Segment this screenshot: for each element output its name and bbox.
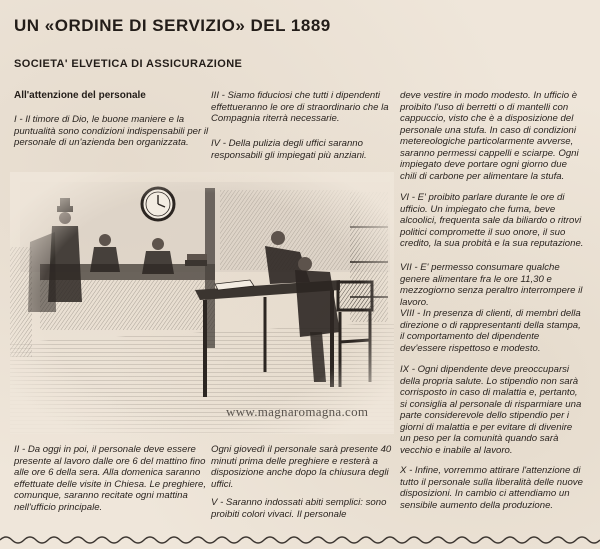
rule-paragraph: VIII - In presenza di clienti, di membri della direzione o di rappresentanti della stampa, il comportamento del dipendente dev'essere rispettoso e modesto.: [400, 308, 581, 354]
office-engraving-illustration: [10, 172, 394, 434]
rule-paragraph: III - Siamo fiduciosi che tutti i dipendenti effettueranno le ore di straordinario che la Compagnia riterrà necessarie.: [211, 90, 389, 124]
rule-paragraph: X - Infine, vorremmo attirare l'attenzione di tutto il personale sulla liberalità delle nuove disposizioni. In cambio ci attendiamo un sensibile aumento della produzione.: [400, 465, 583, 511]
rule-paragraph: I - Il timore di Dio, le buone maniere e la puntualità sono condizioni indispensabili per il personale di un'azienda ben organizzata.: [14, 114, 209, 148]
rule-paragraph: II - Da oggi in poi, il personale deve essere presente al lavoro dalle ore 6 del mattino fino alle ore 6 della sera. Alla domenica saranno effettuate delle visite in Chiesa. Le preghiere, comunque, saranno recitate ogni mattina nell'ufficio principale.: [14, 444, 206, 513]
watermark-text: www.magnaromagna.com: [226, 404, 369, 419]
rule-paragraph: Ogni giovedì il personale sarà presente 40 minuti prima delle preghiere e resterà a disposizione anche dopo la chiusura degli uffici.: [211, 444, 392, 490]
rule-paragraph: IV - Della pulizia degli uffici saranno responsabili gli impiegati più anziani.: [211, 138, 367, 161]
article-title: UN «ORDINE DI SERVIZIO» DEL 1889: [14, 16, 331, 35]
rule-paragraph: VI - E' proibito parlare durante le ore di ufficio. Un impiegato che fuma, beve alcoolici, frequenta sale da biliardo o ritrovi politici compromette il suo onore, il suo credito, la sua probità e la sua reputazione.: [400, 192, 584, 249]
rule-paragraph: V - Saranno indossati abiti semplici: sono proibiti colori vivaci. Il personale: [211, 497, 387, 520]
rule-paragraph: deve vestire in modo modesto. In ufficio è proibito l'uso di berretti o di mantelli con cappuccio, visto che è a disposizione del personale una stufa. In caso di condizioni metereologiche particolarmente avverse, saranno permessi cappelli e sciarpe. Ogni impiegato deve portare ogni giorno due chili di carbone per alimentare la stufa.: [400, 90, 579, 182]
section-heading: All'attenzione del personale: [14, 90, 146, 101]
company-name: SOCIETA' ELVETICA DI ASSICURAZIONE: [14, 58, 243, 70]
rule-paragraph: VII - E' permesso consumare qualche genere alimentare fra le ore 11,30 e mezzogiorno senza peraltro interrompere il lavoro.: [400, 262, 583, 308]
decorative-border: [0, 532, 600, 549]
rule-paragraph: IX - Ogni dipendente deve preoccuparsi della propria salute. Lo stipendio non sarà corrisposto in caso di malattia e, pertanto, si consiglia al personale di risparmiare una parte considerevole dello stipendio per i giorni di malattia e per evitare di divenire un peso per la comunità quando sarà vecchio e inabile al lavoro.: [400, 364, 582, 456]
